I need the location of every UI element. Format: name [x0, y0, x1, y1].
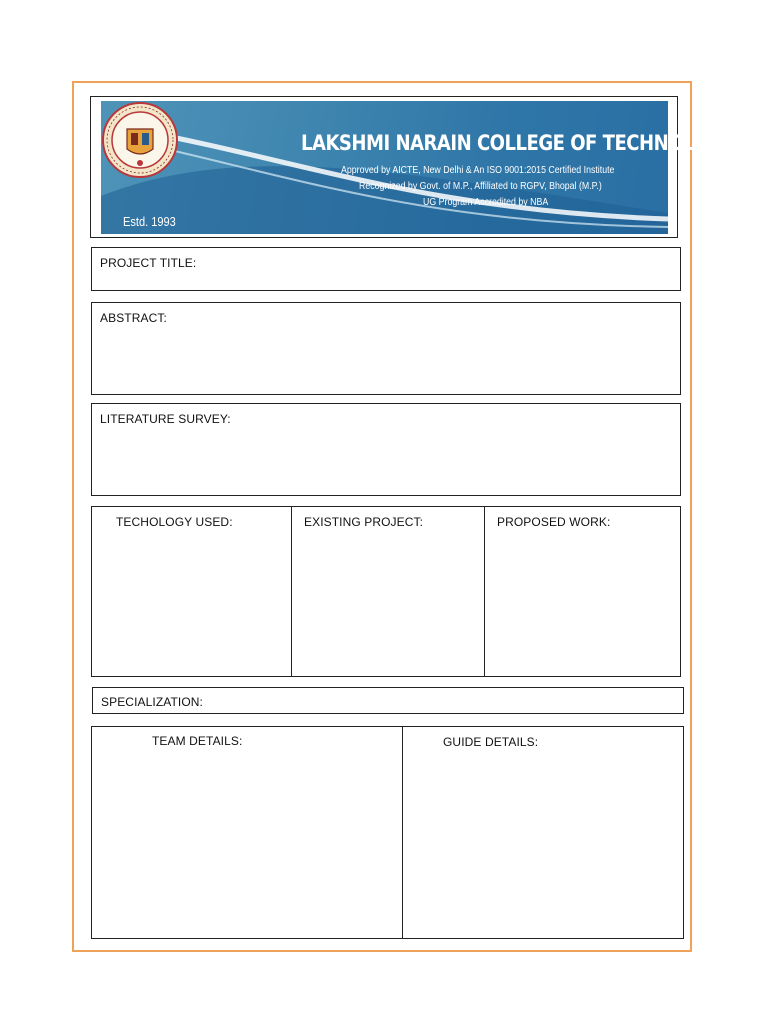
approval-line: Approved by AICTE, New Delhi & An ISO 9001:2015 Certified Institute — [341, 165, 615, 176]
established-year: Estd. 1993 — [123, 214, 176, 229]
project-title-label: PROJECT TITLE: — [100, 256, 197, 270]
project-title-field[interactable] — [91, 247, 681, 291]
proposed-work-field[interactable] — [484, 506, 681, 677]
college-name: LAKSHMI NARAIN COLLEGE OF TECHNOLOGY — [301, 131, 735, 155]
existing-project-field[interactable] — [291, 506, 485, 677]
technology-used-label: TECHOLOGY USED: — [116, 515, 233, 529]
college-seal-icon — [101, 101, 179, 179]
literature-survey-label: LITERATURE SURVEY: — [100, 412, 231, 426]
specialization-field[interactable] — [92, 687, 684, 714]
abstract-field[interactable] — [91, 302, 681, 395]
header-banner — [101, 101, 735, 234]
accreditation-line: UG Program Accredited by NBA — [423, 197, 549, 208]
proposed-work-label: PROPOSED WORK: — [497, 515, 611, 529]
literature-survey-field[interactable] — [91, 403, 681, 496]
guide-details-label: GUIDE DETAILS: — [443, 735, 539, 749]
abstract-label: ABSTRACT: — [100, 311, 167, 325]
technology-used-field[interactable] — [91, 506, 292, 677]
recognition-line: Recognized by Govt. of M.P., Affiliated to RGPV, Bhopal (M.P.) — [359, 181, 602, 192]
team-details-label: TEAM DETAILS: — [152, 734, 243, 748]
guide-details-field[interactable] — [402, 726, 684, 939]
team-details-field[interactable] — [91, 726, 403, 939]
existing-project-label: EXISTING PROJECT: — [304, 515, 424, 529]
specialization-label: SPECIALIZATION: — [101, 695, 203, 709]
